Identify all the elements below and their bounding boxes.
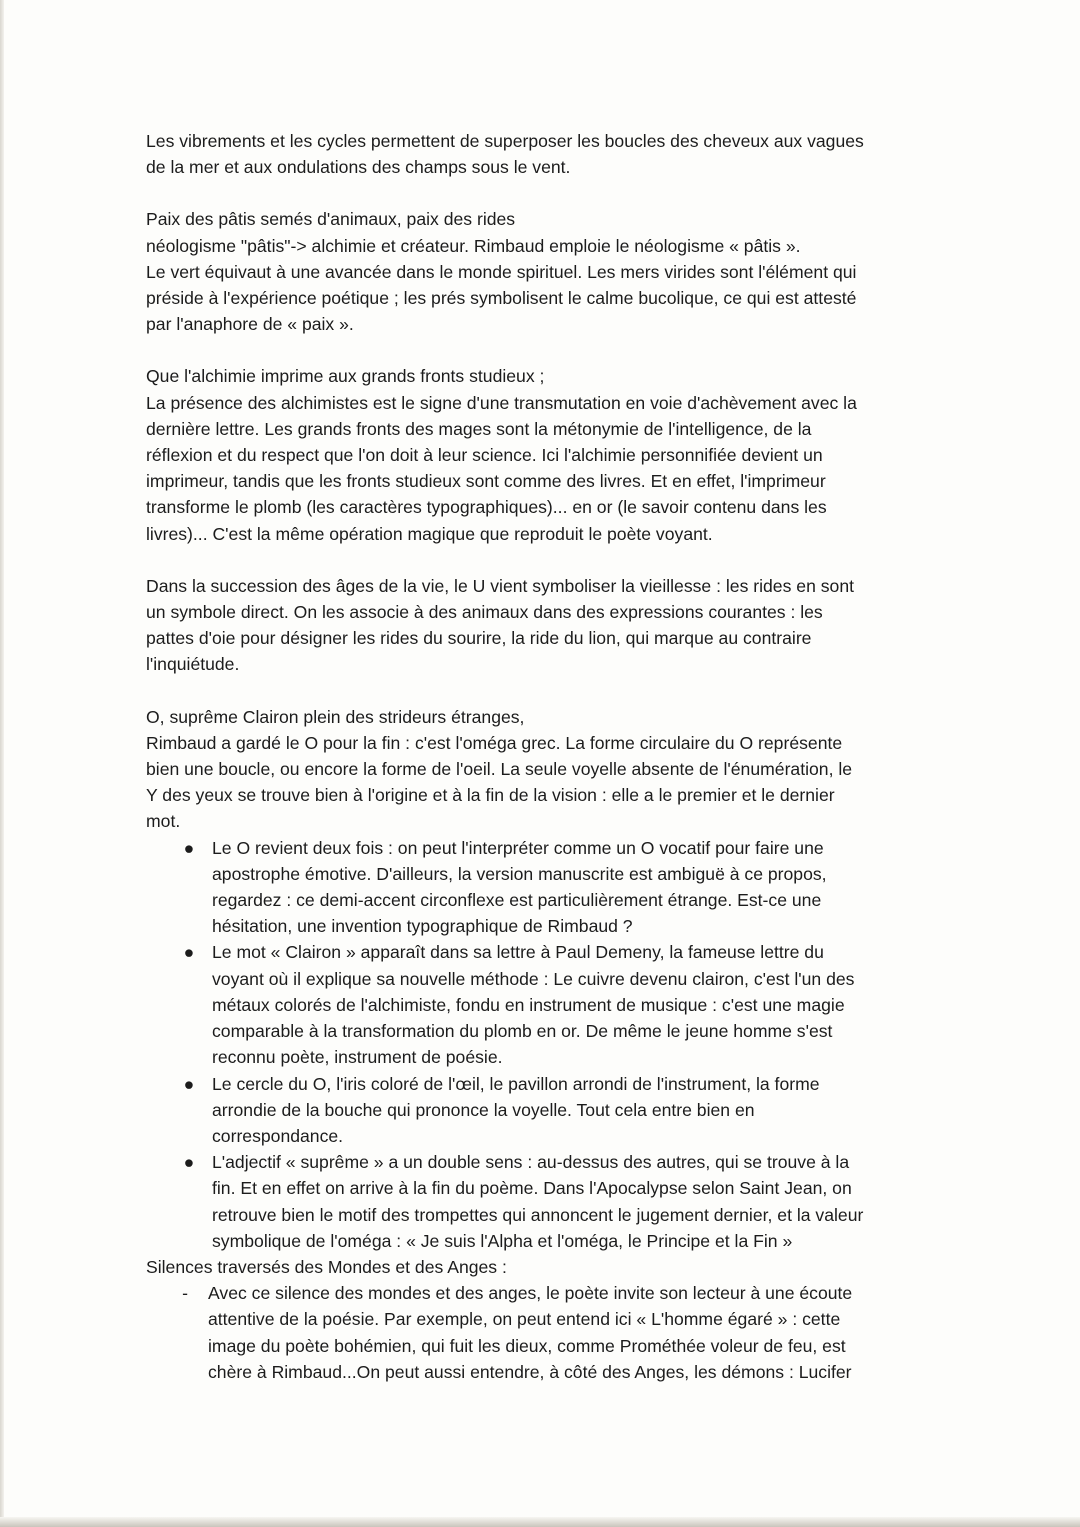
bullet-icon: ●	[183, 942, 195, 963]
text-line: hésitation, une invention typographique de Rimbaud ?	[212, 916, 633, 937]
verse-quote: Paix des pâtis semés d'animaux, paix des rides	[146, 209, 516, 230]
list-item	[183, 1149, 946, 1254]
paragraph-ages	[146, 573, 946, 678]
text-line: image du poète bohémien, qui fuit les dieux, comme Prométhée voleur de feu, est	[208, 1335, 846, 1356]
document-body	[146, 128, 946, 1385]
paragraph-vibrements	[146, 128, 946, 180]
text-line: par l'anaphore de « paix ».	[146, 314, 354, 335]
text-line: La présence des alchimistes est le signe d'une transmutation en voie d'achèvement avec la	[146, 392, 857, 413]
bullet-icon: ●	[183, 1152, 195, 1173]
text-line: symbolique de l'oméga : « Je suis l'Alpha et l'oméga, le Principe et la Fin »	[212, 1230, 793, 1251]
paragraph-clairon	[146, 704, 946, 835]
bullet-list	[146, 835, 946, 1254]
text-line: arrondie de la bouche qui prononce la voyelle. Tout cela entre bien en	[212, 1099, 755, 1120]
text-line: métaux colorés de l'alchimiste, fondu en instrument de musique : c'est une magie	[212, 994, 845, 1015]
text-line: Le cercle du O, l'iris coloré de l'œil, le pavillon arrondi de l'instrument, la forme	[212, 1073, 820, 1094]
page-left-edge	[0, 0, 4, 1527]
text-line: pattes d'oie pour désigner les rides du sourire, la ride du lion, qui marque au contraire	[146, 628, 812, 649]
text-line: L'adjectif « suprême » a un double sens : au-dessus des autres, qui se trouve à la	[212, 1152, 850, 1173]
text-line: bien une boucle, ou encore la forme de l'oeil. La seule voyelle absente de l'énumération, le	[146, 759, 853, 780]
bullet-icon: ●	[183, 1073, 195, 1094]
text-line: Les vibrements et les cycles permettent de superposer les boucles des cheveux aux vagues	[146, 131, 864, 151]
text-line: comparable à la transformation du plomb en or. De même le jeune homme s'est	[212, 1021, 833, 1042]
text-line: Le mot « Clairon » apparaît dans sa lettre à Paul Demeny, la fameuse lettre du	[212, 942, 824, 963]
text-line: attentive de la poésie. Par exemple, on peut entend ici « L'homme égaré » : cette	[208, 1309, 841, 1330]
text-line: Y des yeux se trouve bien à l'origine et à la fin de la vision : elle a le premier et le dernier	[146, 785, 835, 806]
verse-quote: O, suprême Clairon plein des strideurs étranges,	[146, 706, 525, 727]
text-line: de la mer et aux ondulations des champs sous le vent.	[146, 157, 571, 178]
text-line: reconnu poète, instrument de poésie.	[212, 1047, 503, 1068]
text-line: mot.	[146, 811, 181, 832]
text-line: transforme le plomb (les caractères typographiques)... en or (le savoir contenu dans les	[146, 497, 827, 518]
dash-icon: -	[182, 1283, 188, 1304]
text-line: chère à Rimbaud...On peut aussi entendre, à côté des Anges, les démons : Lucifer	[208, 1361, 852, 1382]
dash-list	[146, 1280, 946, 1385]
page-bottom-edge	[0, 1517, 1080, 1527]
list-item	[183, 939, 946, 1070]
text-line: regardez : ce demi-accent circonflexe est particulièrement étrange. Est-ce une	[212, 890, 822, 911]
text-line: livres)... C'est la même opération magique que reproduit le poète voyant.	[146, 523, 713, 544]
text-line: Avec ce silence des mondes et des anges, le poète invite son lecteur à une écoute	[208, 1283, 853, 1304]
text-line: néologisme "pâtis"-> alchimie et créateur. Rimbaud emploie le néologisme « pâtis ».	[146, 235, 801, 256]
text-line: retrouve bien le motif des trompettes qui annoncent le jugement dernier, et la valeur	[212, 1204, 864, 1225]
paragraph-patis	[146, 206, 946, 337]
list-item	[182, 1280, 946, 1385]
paragraph-alchimie	[146, 363, 946, 546]
text-line: réflexion et du respect que l'on doit à leur science. Ici l'alchimie personnifiée devient un	[146, 445, 823, 466]
verse-quote: Silences traversés des Mondes et des Anges :	[146, 1256, 507, 1277]
text-line: Dans la succession des âges de la vie, le U vient symboliser la vieillesse : les rides en sont	[146, 575, 854, 596]
text-line: l'inquiétude.	[146, 654, 240, 675]
list-item	[183, 1071, 946, 1150]
verse-quote: Que l'alchimie imprime aux grands fronts studieux ;	[146, 366, 545, 387]
text-line: imprimeur, tandis que les fronts studieux sont comme des livres. Et en effet, l'imprimeur	[146, 471, 826, 492]
text-line: correspondance.	[212, 1125, 344, 1146]
text-line: dernière lettre. Les grands fronts des mages sont la métonymie de l'intelligence, de la	[146, 418, 812, 439]
text-line: un symbole direct. On les associe à des animaux dans des expressions courantes : les	[146, 602, 823, 623]
list-item	[183, 835, 946, 940]
text-line: fin. Et en effet on arrive à la fin du poème. Dans l'Apocalypse selon Saint Jean, on	[212, 1178, 852, 1199]
bullet-icon: ●	[183, 837, 195, 858]
text-line: apostrophe émotive. D'ailleurs, la version manuscrite est ambiguë à ce propos,	[212, 863, 827, 884]
text-line: préside à l'expérience poétique ; les prés symbolisent le calme bucolique, ce qui est attesté	[146, 288, 857, 309]
text-line: Le O revient deux fois : on peut l'interpréter comme un O vocatif pour faire une	[212, 837, 824, 858]
text-line: Le vert équivaut à une avancée dans le monde spirituel. Les mers virides sont l'élément qui	[146, 261, 857, 282]
text-line: Rimbaud a gardé le O pour la fin : c'est l'oméga grec. La forme circulaire du O représente	[146, 732, 843, 753]
text-line: voyant où il explique sa nouvelle méthode : Le cuivre devenu clairon, c'est l'un des	[212, 968, 855, 989]
